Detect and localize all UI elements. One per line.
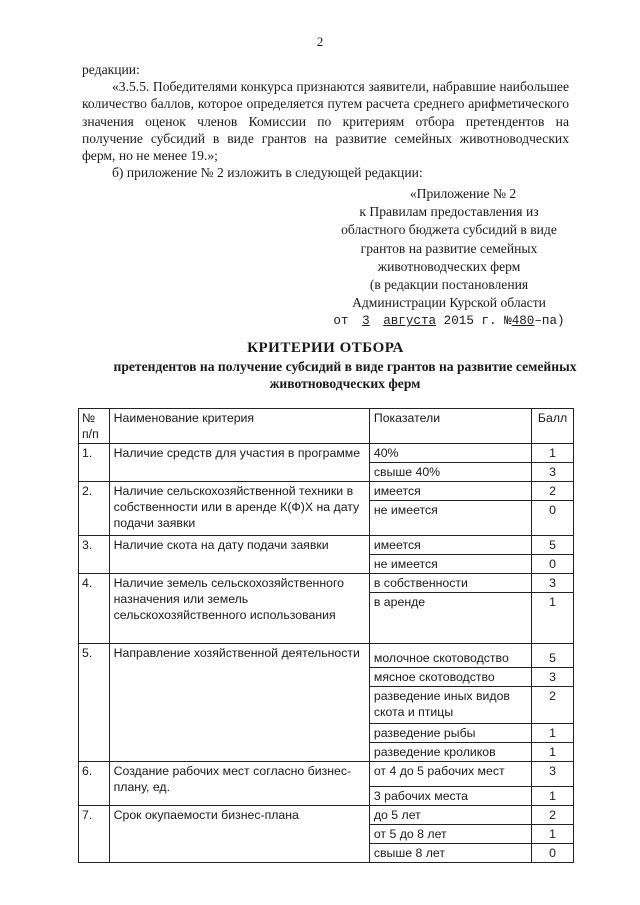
row-num: 5.	[79, 644, 110, 762]
table-header-row	[79, 409, 574, 444]
row-indicator: не имеется	[369, 555, 531, 574]
row-indicator: разведение кроликов	[369, 743, 531, 762]
body-text	[82, 61, 569, 181]
appendix-date-line	[318, 312, 580, 330]
row-indicator: в собственности	[369, 574, 531, 593]
row-indicator: свыше 8 лет	[369, 844, 531, 863]
row-indicator: мясное скотоводство	[369, 668, 531, 687]
row-criterion: Направление хозяйственной деятельности	[109, 644, 369, 762]
document-title: КРИТЕРИИ ОТБОРА	[247, 340, 404, 356]
row-num: 7.	[79, 806, 110, 863]
row-score: 5	[532, 536, 574, 555]
header-indicators: Показатели	[369, 409, 531, 444]
appendix-line-3: областного бюджета субсидий в виде	[341, 222, 557, 238]
row-indicator: разведение иных видов скота и птицы	[369, 687, 531, 724]
row-score: 1	[532, 743, 574, 762]
page-number: 2	[316, 34, 324, 49]
row-indicator: молочное скотоводство	[369, 644, 531, 668]
row-indicator: разведение рыбы	[369, 724, 531, 743]
row-criterion: Наличие скота на дату подачи заявки	[109, 536, 369, 574]
row-score: 0	[532, 844, 574, 863]
row-score: 3	[532, 463, 574, 482]
row-criterion: Наличие средств для участия в программе	[109, 444, 369, 482]
appendix-heading	[318, 185, 580, 331]
row-score: 2	[532, 482, 574, 501]
date-day: 3	[362, 314, 370, 329]
row-score: 2	[532, 806, 574, 825]
row-score: 3	[532, 762, 574, 787]
row-score: 1	[532, 724, 574, 743]
table-row	[79, 444, 574, 463]
row-num: 3.	[79, 536, 110, 574]
table-row	[79, 762, 574, 787]
appendix-line-7: Администрации Курской области	[352, 295, 546, 311]
date-suffix: –па)	[534, 314, 565, 329]
row-score: 1	[532, 787, 574, 806]
row-score: 1	[532, 593, 574, 644]
date-month: августа	[383, 314, 437, 329]
row-score: 0	[532, 501, 574, 536]
table-row	[79, 806, 574, 825]
date-prefix: от	[333, 314, 349, 329]
body-paragraph-2: б) приложение № 2 изложить в следующей редакции:	[112, 165, 423, 181]
row-criterion: Срок окупаемости бизнес-плана	[109, 806, 369, 863]
date-number: 480	[511, 314, 535, 329]
table-row	[79, 644, 574, 668]
row-score: 2	[532, 687, 574, 724]
document-subtitle: претендентов на получение субсидий в виде грантов на развитие семейных животноводческих ферм	[113, 359, 577, 391]
row-criterion: Наличие сельскохозяйственной техники в собственности или в аренде К(Ф)Х на дату подачи заявки	[109, 482, 369, 536]
appendix-line-5: животноводческих ферм	[377, 258, 521, 274]
row-indicator: от 5 до 8 лет	[369, 825, 531, 844]
date-year: 2015 г. №	[443, 314, 512, 329]
row-indicator: 40%	[369, 444, 531, 463]
header-name: Наименование критерия	[109, 409, 369, 444]
row-num: 1.	[79, 444, 110, 482]
row-criterion: Наличие земель сельскохозяйственного назначения или земель сельскохозяйственного использования	[109, 574, 369, 644]
criteria-table	[78, 408, 574, 863]
body-line-1: редакции:	[82, 62, 140, 77]
row-score: 1	[532, 825, 574, 844]
row-indicator: имеется	[369, 482, 531, 501]
appendix-line-6: (в редакции постановления	[369, 277, 529, 293]
row-indicator: в аренде	[369, 593, 531, 644]
row-score: 0	[532, 555, 574, 574]
row-score: 1	[532, 444, 574, 463]
row-num: 4.	[79, 574, 110, 644]
table-row	[79, 536, 574, 555]
row-num: 6.	[79, 762, 110, 806]
appendix-line-1: «Приложение № 2	[409, 186, 517, 201]
row-indicator: имеется	[369, 536, 531, 555]
row-score: 3	[532, 574, 574, 593]
table-row	[79, 482, 574, 501]
row-indicator: 3 рабочих места	[369, 787, 531, 806]
body-paragraph-1: «3.5.5. Победителями конкурса признаются заявители, набравшие наибольшее количество баллов, которое определяется путем расчета среднего арифметического значения оценок членов Комиссии по критериям отбора претендентов на получение субсидий в виде грантов на развитие семейных животноводческих ферм, но не менее 19.»;	[82, 79, 569, 164]
row-num: 2.	[79, 482, 110, 536]
header-num: № п/п	[79, 409, 110, 444]
header-score: Балл	[532, 409, 574, 444]
row-criterion: Создание рабочих мест согласно бизнес-плану, ед.	[109, 762, 369, 806]
criteria-table-body	[79, 444, 574, 863]
row-indicator: от 4 до 5 рабочих мест	[369, 762, 531, 787]
appendix-line-4: грантов на развитие семейных	[360, 240, 538, 256]
row-score: 5	[532, 644, 574, 668]
appendix-line-2: к Правилам предоставления из	[359, 204, 539, 220]
row-indicator: не имеется	[369, 501, 531, 536]
row-score: 3	[532, 668, 574, 687]
table-row	[79, 574, 574, 593]
row-indicator: до 5 лет	[369, 806, 531, 825]
row-indicator: свыше 40%	[369, 463, 531, 482]
